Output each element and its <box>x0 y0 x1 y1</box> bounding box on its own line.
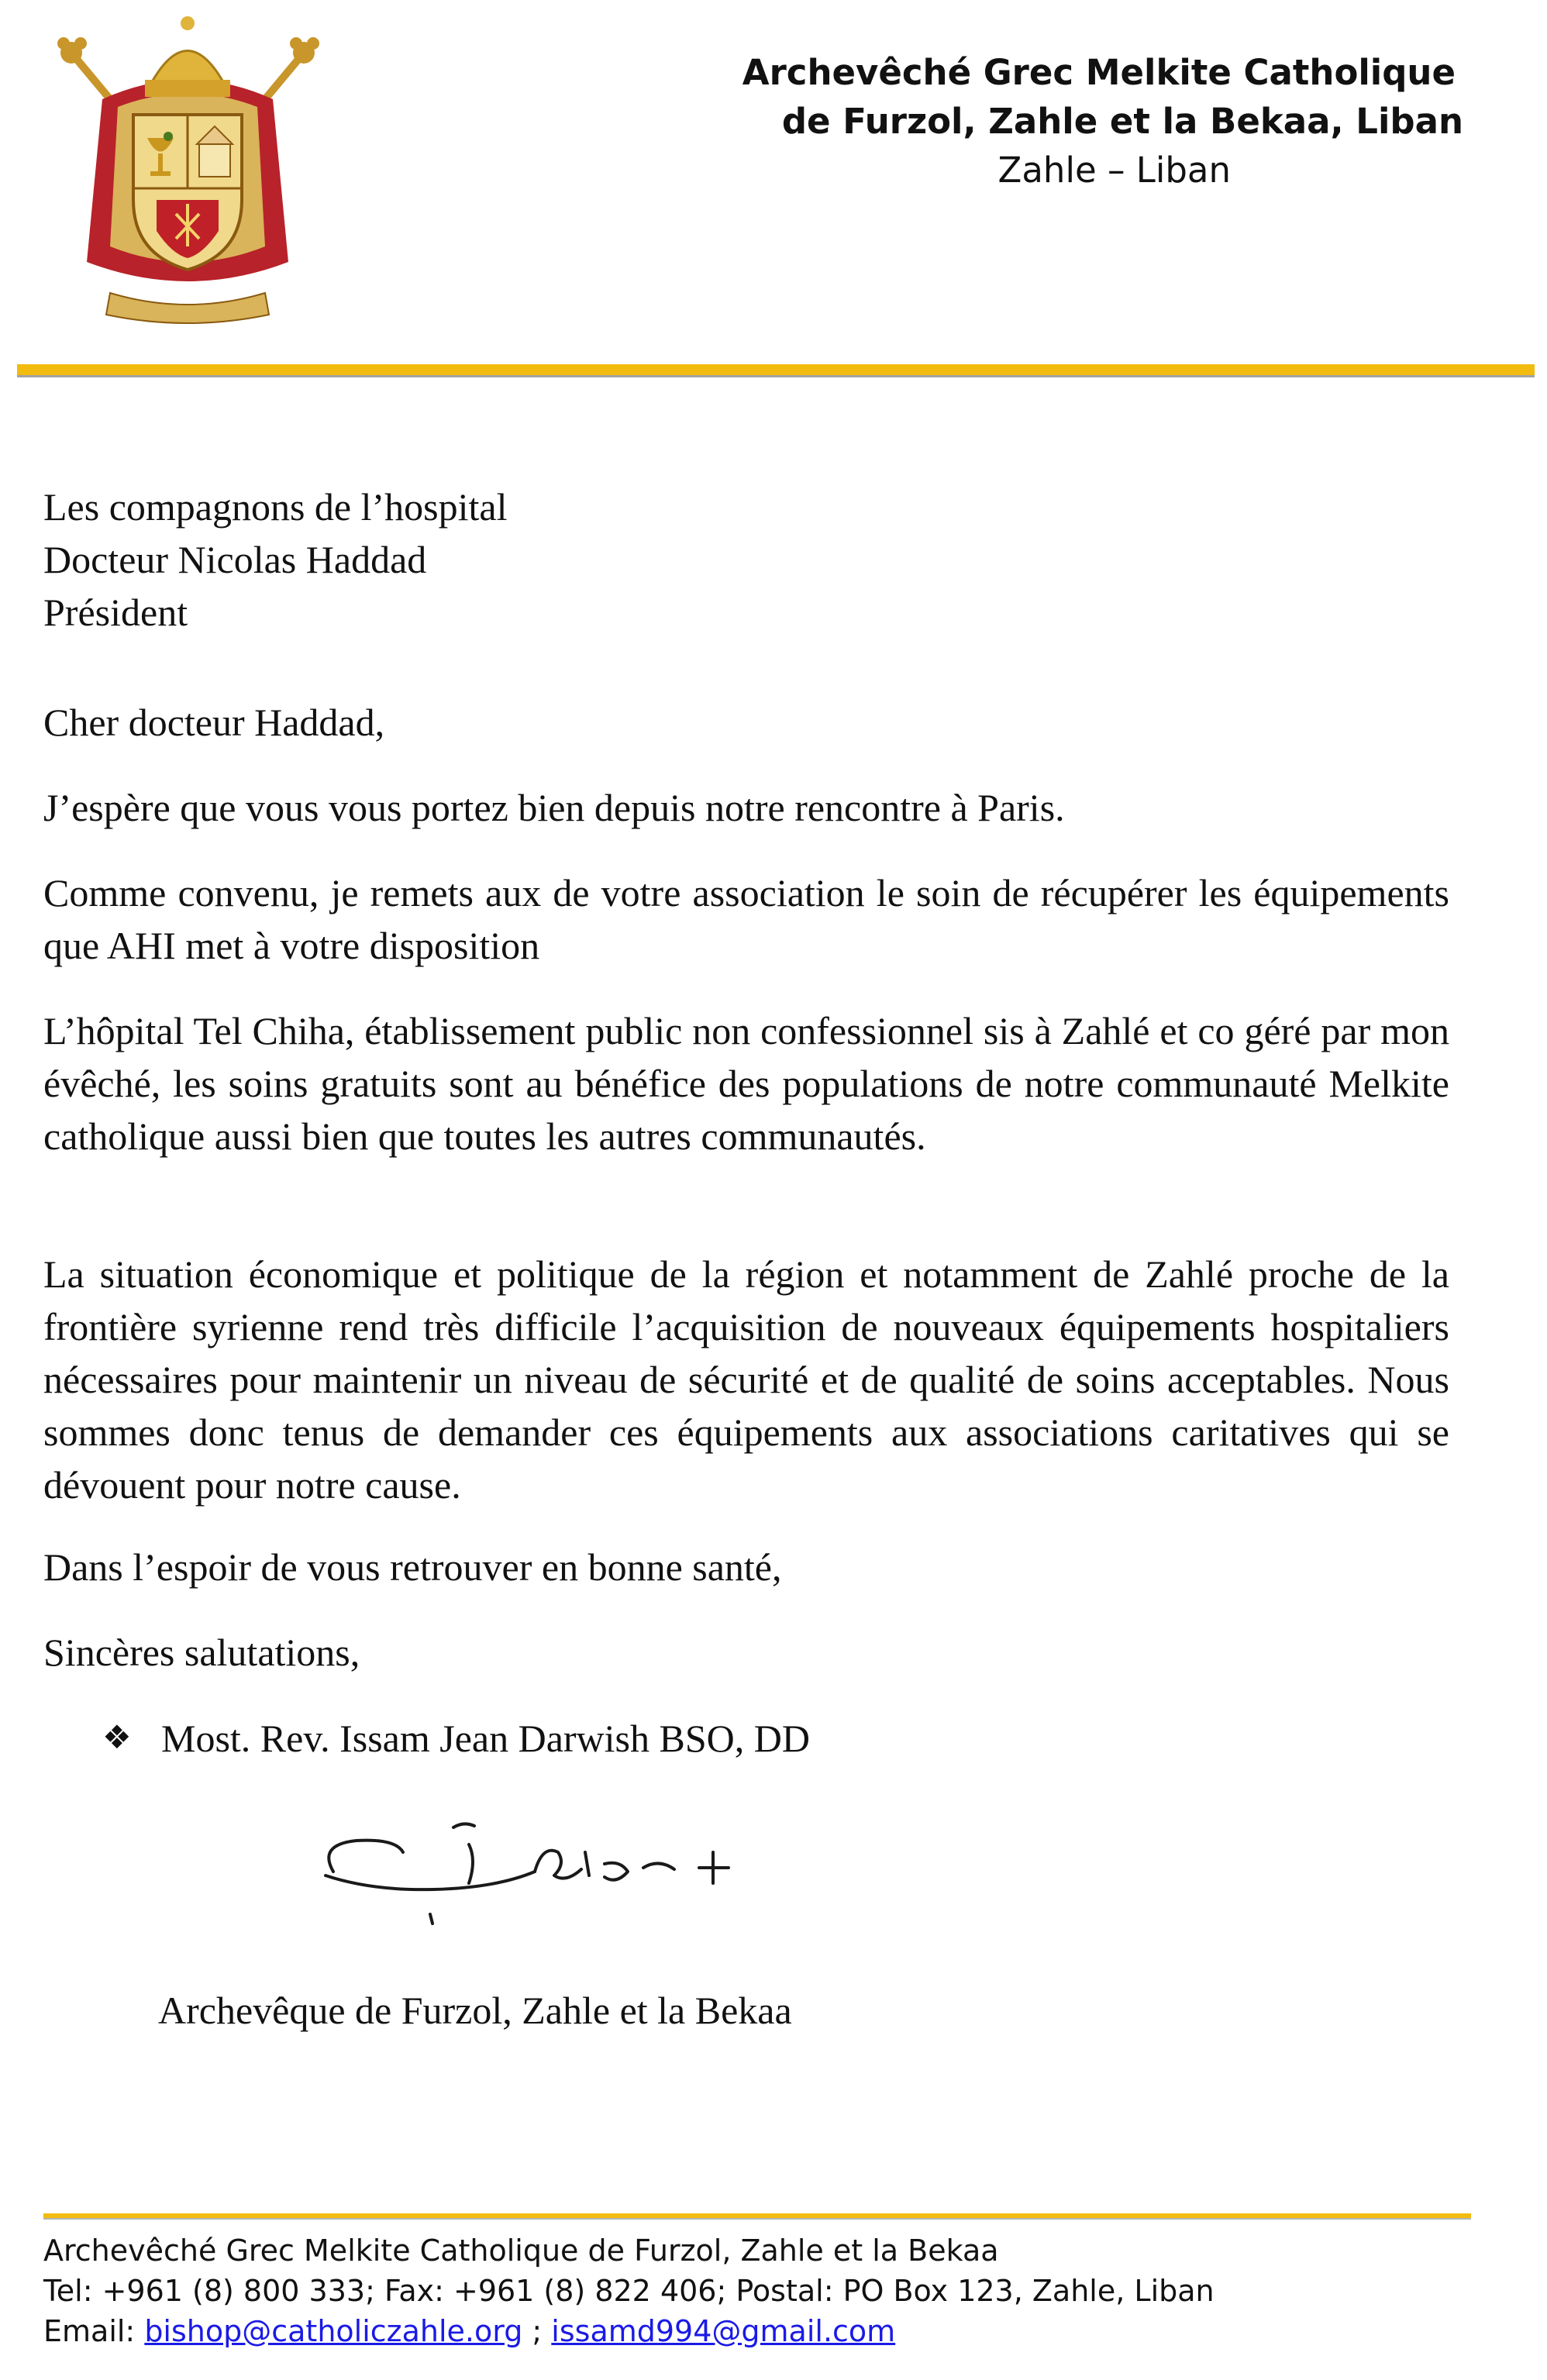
signer-name: Most. Rev. Issam Jean Darwish BSO, DD <box>161 1717 810 1760</box>
addressee-organization: Les compagnons de l’hospital <box>43 485 508 529</box>
org-name-line2: de Furzol, Zahle et la Bekaa, Liban <box>781 101 1463 142</box>
closing-wish: Dans l’espoir de vous retrouver en bonne santé, <box>43 1545 782 1589</box>
footer-email-line <box>43 2311 1215 2351</box>
paragraph-2: Comme convenu, je remets aux de votre association le soin de récupérer les équipements que AHI met à votre disposition <box>43 871 1449 967</box>
email-link-personal[interactable]: issamd994@gmail.com <box>551 2314 896 2348</box>
addressee-name: Docteur Nicolas Haddad <box>43 538 427 581</box>
email-link-bishop[interactable]: bishop@catholiczahle.org <box>144 2314 523 2348</box>
addressee-title: Président <box>43 591 188 634</box>
diamond-bullet-icon: ❖ <box>102 1718 132 1756</box>
archdiocese-crest-icon <box>56 6 319 330</box>
footer-divider <box>43 2213 1471 2218</box>
email-separator: ; <box>522 2314 552 2348</box>
footer-organization: Archevêché Grec Melkite Catholique de Furzol, Zahle et la Bekaa <box>43 2234 999 2268</box>
signer-line <box>102 1711 810 1765</box>
org-name-line1: Archevêché Grec Melkite Catholique <box>742 52 1456 93</box>
addressee-block <box>43 480 1449 639</box>
email-label: Email: <box>43 2314 145 2348</box>
signer-title: Archevêque de Furzol, Zahle et la Bekaa <box>158 1989 792 2032</box>
paragraph-4: La situation économique et politique de la région et notamment de Zahlé proche de la frontière syrienne rend très difficile l’acquisition de nouveaux équipements hospitaliers nécessaires pour maintenir un niveau de sécurité et de qualité de soins acceptables. Nous sommes donc tenus de demander ces équipements aux associations caritatives qui se dévouent pour notre cause. <box>43 1252 1449 1507</box>
salutation: Cher docteur Haddad, <box>43 701 385 744</box>
org-city: Zahle – Liban <box>997 150 1231 191</box>
closing-salutation: Sincères salutations, <box>43 1631 360 1674</box>
header-divider <box>17 364 1535 375</box>
handwritten-signature <box>310 1798 752 1937</box>
paragraph-1: J’espère que vous vous portez bien depuis notre rencontre à Paris. <box>43 786 1065 829</box>
footer-contact: Tel: +961 (8) 800 333; Fax: +961 (8) 822 406; Postal: PO Box 123, Zahle, Liban <box>43 2274 1215 2308</box>
paragraph-3: L’hôpital Tel Chiha, établissement public non confessionnel sis à Zahlé et co géré par mon évêché, les soins gratuits sont au bénéfice des populations de notre communauté Melkite catholique aussi bien que toutes les autres communautés. <box>43 1009 1449 1158</box>
letterhead-footer <box>43 2230 1215 2351</box>
letterhead-organization <box>742 48 1463 195</box>
